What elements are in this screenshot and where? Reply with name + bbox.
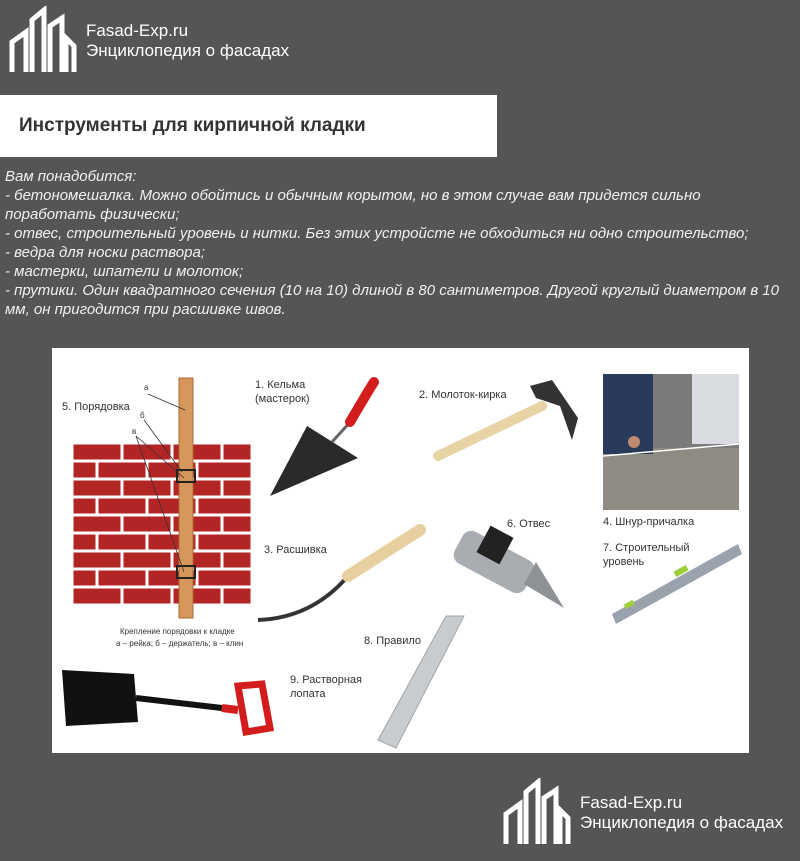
label-level-2: уровень (603, 556, 645, 568)
article-text (5, 167, 785, 319)
label-shovel-2: лопата (290, 688, 326, 700)
label-kelma-1: 1. Кельма (255, 379, 306, 391)
site-name: Fasad-Exp.ru (580, 793, 683, 813)
tools-illustration (52, 348, 749, 753)
text-line: - бетономешалка. Можно обойтись и обычным корытом, но в этом случае вам придется сильно поработать физически; (5, 187, 701, 223)
mortar-shovel-illustration (62, 670, 270, 732)
label-hammer: 2. Молоток-кирка (419, 389, 507, 401)
label-b: б (140, 411, 145, 420)
page-title: Инструменты для кирпичной кладки (19, 115, 366, 136)
chalk-line-photo (603, 374, 739, 510)
text-line: Вам понадобится: (5, 168, 137, 185)
text-line: - прутики. Один квадратного сечения (10 на 10) длиной в 80 сантиметров. Другой круглый диаметром в 10 мм, он пригодится при расшивке швов. (5, 282, 779, 318)
building-logo-icon (8, 6, 78, 76)
building-logo-icon (502, 778, 572, 848)
text-line: - мастерки, шпатели и молоток; (5, 263, 244, 280)
label-poryadovka: 5. Порядовка (62, 401, 130, 413)
label-plumb: 6. Отвес (507, 518, 551, 530)
label-a: а (144, 383, 149, 392)
label-v: в (132, 427, 137, 436)
header-logo[interactable] (8, 6, 289, 76)
label-rule: 8. Правило (364, 635, 422, 647)
footer-logo[interactable] (502, 778, 783, 848)
label-kelma-2: (мастерок) (255, 393, 310, 405)
site-name: Fasad-Exp.ru (86, 21, 189, 41)
site-tagline: Энциклопедия о фасадах (86, 41, 290, 60)
caption-line-1: Крепление порядовки к кладке (120, 627, 235, 636)
label-jointer: 3. Расшивка (264, 544, 327, 556)
caption-line-2: а – рейка; б – держатель; в – клин (116, 639, 244, 648)
article-title-box (0, 95, 497, 157)
plumb-bob-illustration (450, 526, 564, 608)
site-tagline: Энциклопедия о фасадах (580, 813, 784, 832)
text-line: - отвес, строительный уровень и нитки. Без этих устройсте не обходиться ни одно строительство; (5, 225, 749, 242)
brick-wall-illustration (72, 378, 252, 618)
label-shovel-1: 9. Растворная (290, 674, 362, 686)
text-line: - ведра для носки раствора; (5, 244, 205, 261)
label-chalk-line: 4. Шнур-причалка (603, 516, 695, 528)
label-level-1: 7. Строительный (603, 542, 690, 554)
